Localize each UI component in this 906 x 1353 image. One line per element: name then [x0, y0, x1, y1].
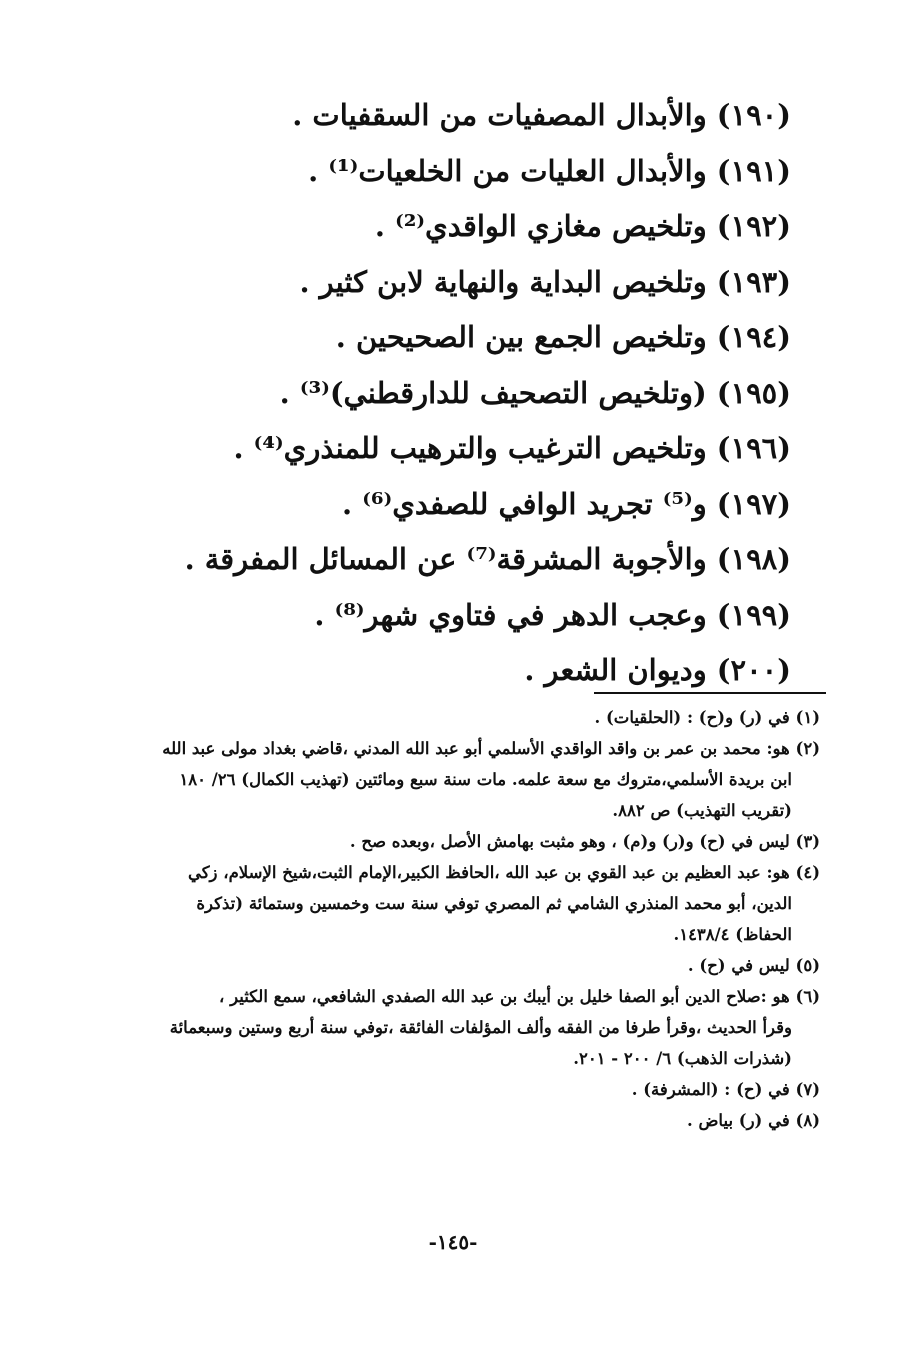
- footnote-continuation: الحفاظ) ١٤٣٨/٤.: [673, 925, 792, 944]
- footnote: [84, 981, 820, 1074]
- footnote-text: (٣) ليس في (ح) و(ر) و(م) ، وهو مثبت بهامش الأصل ،وبعده صح .: [349, 832, 820, 851]
- footnote-continuation: (تقريب التهذيب) ص ٨٨٢.: [612, 801, 792, 820]
- book-entry: (١٩٨) والأجوبة المشرقة⁽⁷⁾ عن المسائل المفرقة .: [184, 542, 791, 576]
- footnote-text: (٧) في (ح) : (المشرفة) .: [631, 1080, 820, 1099]
- footnote-text: (٢) هو: محمد بن عمر بن واقد الواقدي الأسلمي أبو عبد الله المدني ،قاضي بغداد مولى عبد الله: [162, 739, 820, 758]
- footnote-text: (١) في (ر) و(ح) : (الحلقيات) .: [594, 708, 820, 727]
- footnote-text: (٦) هو :صلاح الدين أبو الصفا خليل بن أيبك بن عبد الله الصفدي الشافعي، سمع الكثير ،: [219, 987, 820, 1006]
- footnote: [84, 733, 820, 826]
- page-number: -١٤٥-: [428, 1230, 478, 1254]
- footnote: [84, 950, 820, 981]
- footnote-text: (٨) في (ر) بياض .: [687, 1111, 820, 1130]
- book-entry: (١٩٧) و⁽⁵⁾ تجريد الوافي للصفدي⁽⁶⁾ .: [342, 486, 791, 521]
- footnote-separator: [594, 692, 826, 694]
- footnote: [84, 857, 820, 950]
- book-entry: (٢٠٠) وديوان الشعر .: [524, 653, 791, 687]
- footnote-text: (٥) ليس في (ح) .: [687, 956, 820, 975]
- footnote: [84, 702, 820, 733]
- book-entry: (١٩١) والأبدال العليات من الخلعيات⁽¹⁾ .: [308, 153, 791, 188]
- book-entry: (١٩٥) (وتلخيص التصحيف للدارقطني)⁽³⁾ .: [279, 375, 791, 410]
- book-entry: (١٩٩) وعجب الدهر في فتاوي شهر⁽⁸⁾ .: [314, 597, 791, 632]
- footnote-text: (٤) هو: عبد العظيم بن عبد القوي بن عبد الله ،الحافظ الكبير،الإمام الثبت،شيخ الإسلام، زكي: [187, 863, 820, 882]
- book-entry: (١٩٢) وتلخيص مغازي الواقدي⁽²⁾ .: [374, 209, 791, 243]
- footnote: [84, 1074, 820, 1105]
- footnote: [84, 1105, 820, 1136]
- book-entry: (١٩٠) والأبدال المصفيات من السقفيات .: [292, 98, 791, 132]
- footnotes-section: [84, 702, 820, 1136]
- book-entry: (١٩٤) وتلخيص الجمع بين الصحيحين .: [335, 320, 791, 354]
- footnote-continuation: الدين، أبو محمد المنذري الشامي ثم المصري توفي سنة ست وخمسين وستمائة (تذكرة: [196, 894, 792, 913]
- footnote: [84, 826, 820, 857]
- footnote-continuation: وقرأ الحديث ،وقرأ طرفا من الفقه وألف المؤلفات الفائقة ،توفي سنة أربع وستين وسبعمائة: [169, 1018, 792, 1037]
- book-entry: (١٩٦) وتلخيص الترغيب والترهيب للمنذري⁽⁴⁾ .: [233, 431, 791, 465]
- footnote-continuation: ابن بريدة الأسلمي،متروك مع سعة علمه. مات سنة سبع ومائتين (تهذيب الكمال) ٢٦/ ١٨٠: [179, 770, 792, 789]
- footnote-continuation: (شذرات الذهب) ٦/ ٢٠٠ - ٢٠١.: [573, 1049, 792, 1068]
- book-entry: (١٩٣) وتلخيص البداية والنهاية لابن كثير .: [299, 264, 791, 299]
- book-list: [91, 88, 791, 699]
